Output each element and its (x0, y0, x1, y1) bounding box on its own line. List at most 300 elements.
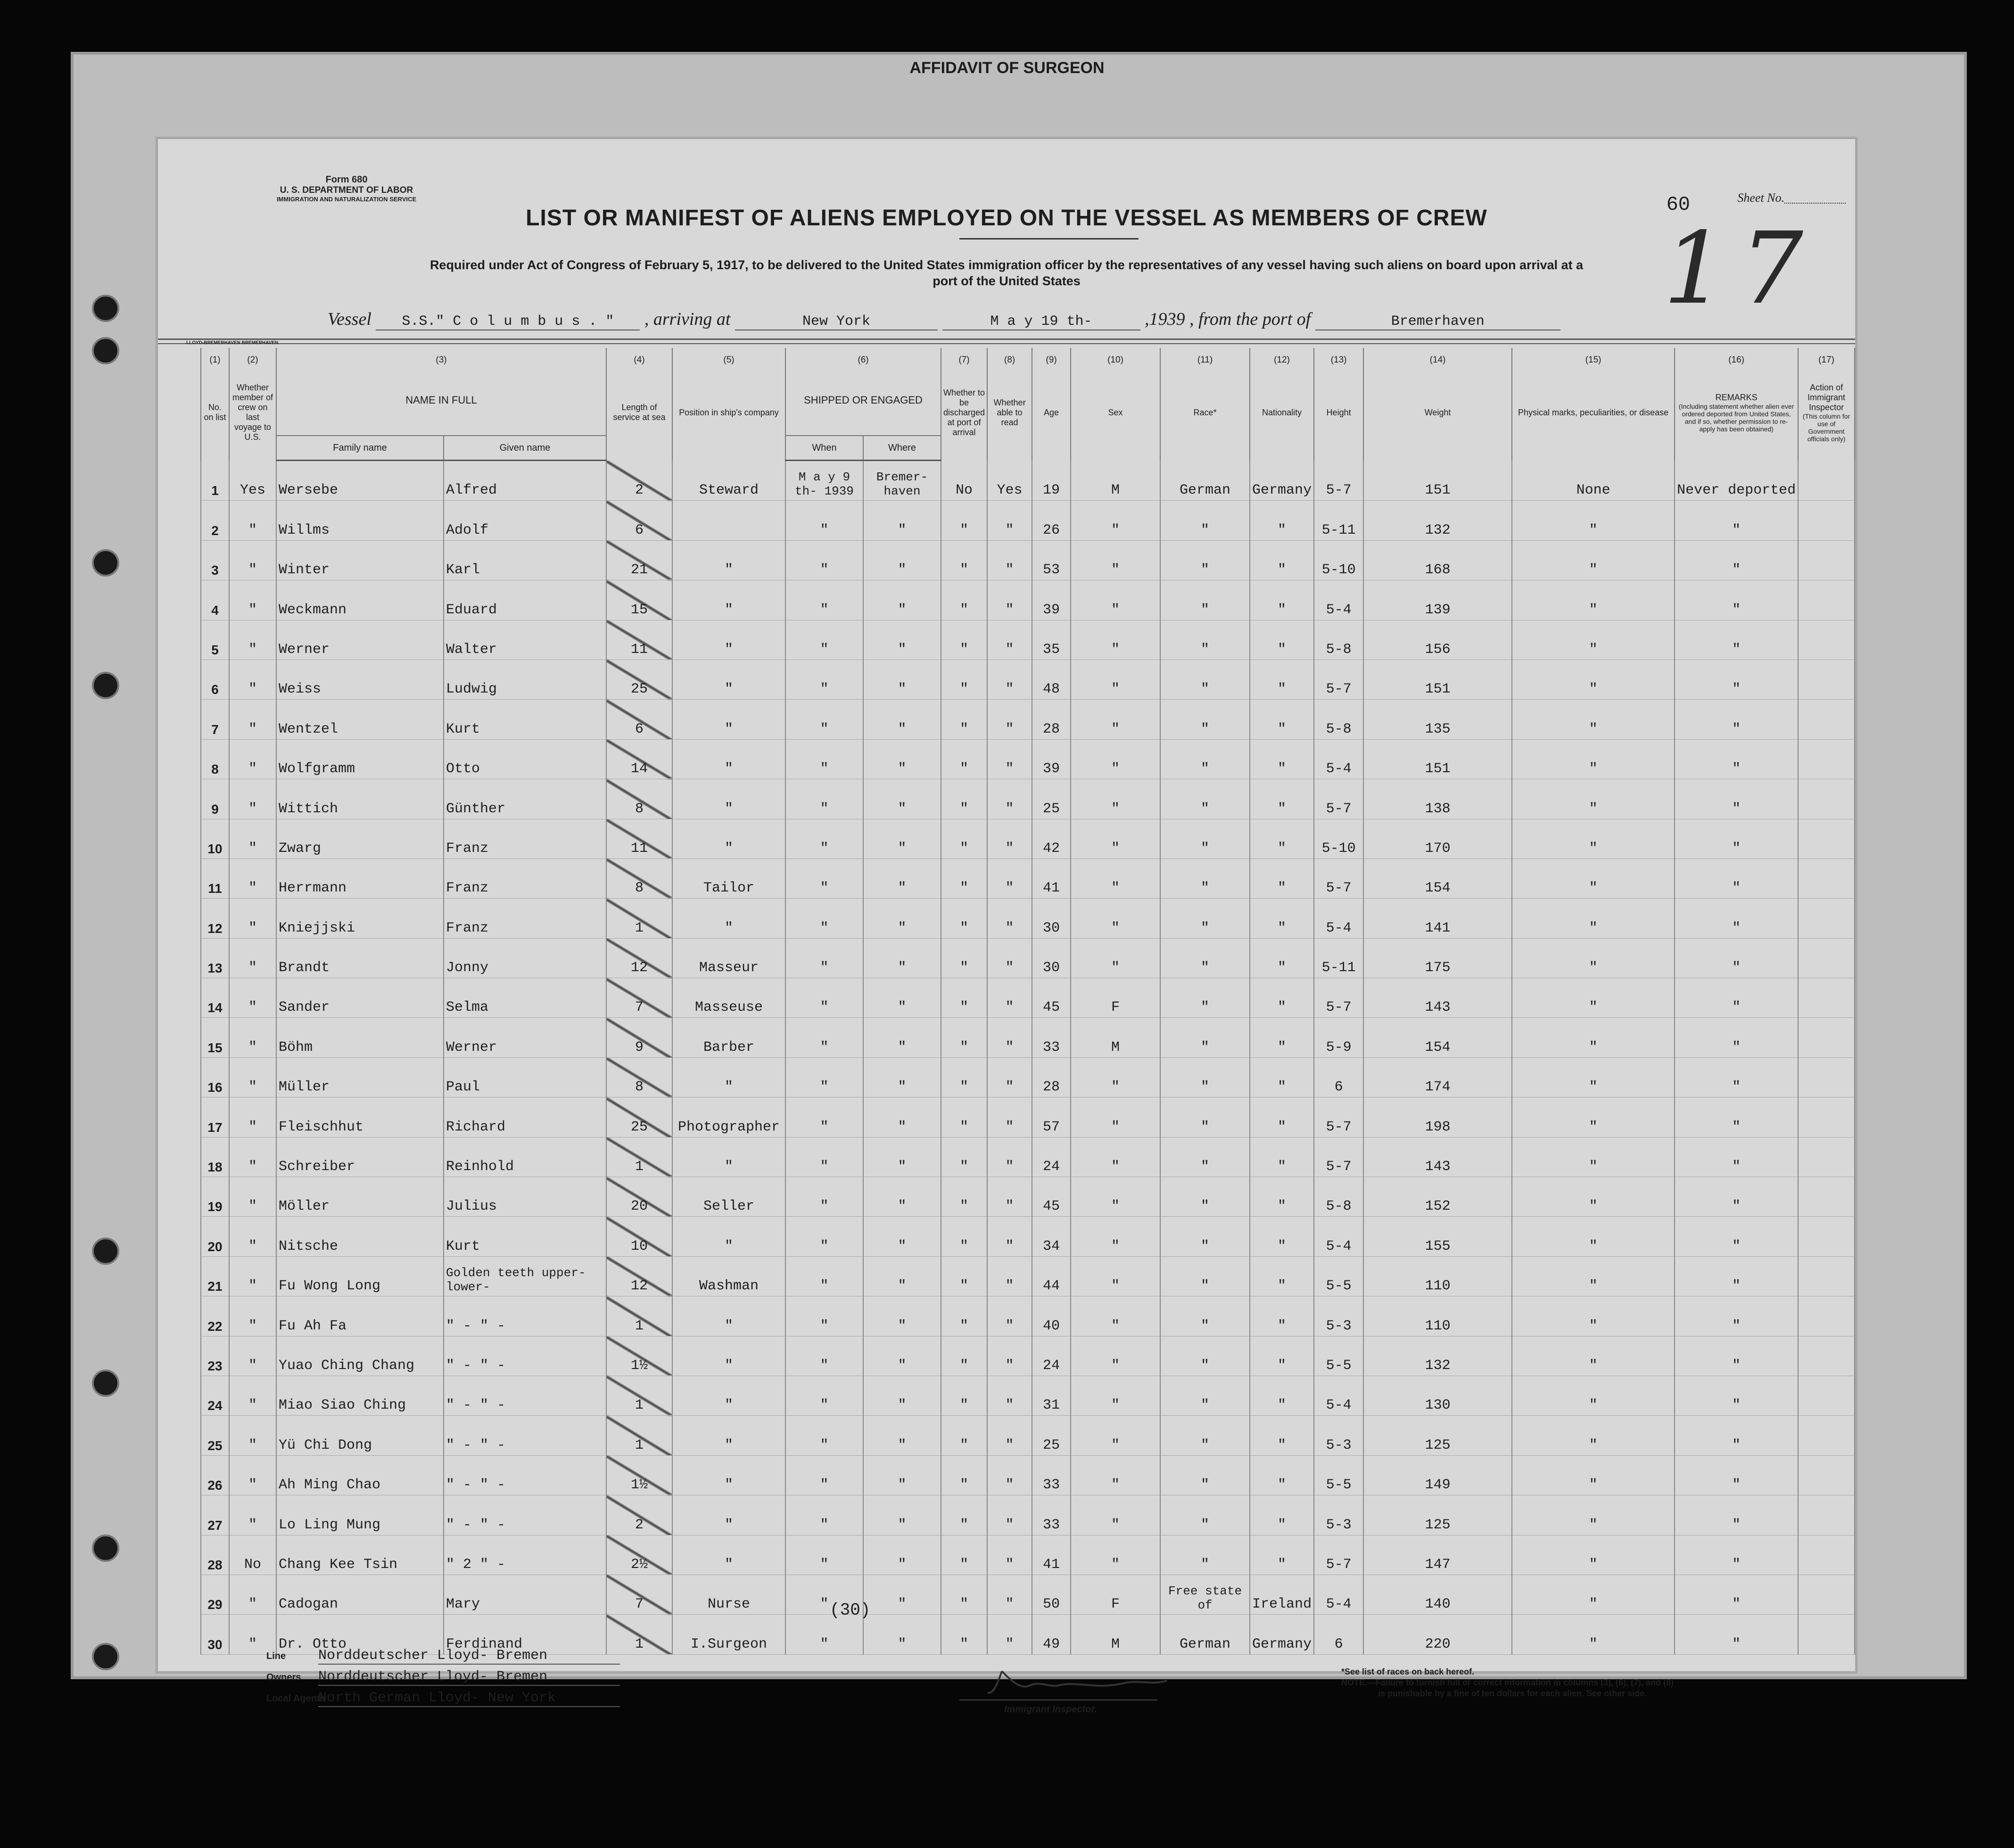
header-weight: Weight (1363, 365, 1512, 461)
table-row (201, 1097, 1855, 1137)
cell-remarks: " (1675, 1018, 1798, 1057)
line-stamp: LLOYD-BREMERHAVEN BREMERHAVEN (186, 340, 279, 346)
cell-remarks: Never deported (1675, 461, 1798, 501)
cell-able-to-read: " (987, 1097, 1032, 1137)
cell-age: 24 (1032, 1137, 1071, 1177)
cell-position: " (672, 1376, 785, 1415)
cell-race: " (1160, 1177, 1250, 1217)
col-num: (4) (606, 348, 672, 365)
cell-remarks: " (1675, 660, 1798, 699)
cell-physical-marks: " (1512, 739, 1675, 779)
cell-given-name: " - " - (444, 1416, 606, 1455)
cell-remarks: " (1675, 819, 1798, 858)
cell-shipped-where: " (863, 620, 941, 660)
cell-remarks: " (1675, 1097, 1798, 1137)
cell-family-name: Müller (276, 1057, 444, 1097)
cell-weight: 154 (1363, 1018, 1512, 1057)
cell-position: " (672, 620, 785, 660)
cell-length-of-service: 8 (606, 779, 672, 819)
cell-given-name: Jonny (444, 938, 606, 978)
cell-sex: " (1071, 580, 1160, 620)
cell-able-to-read: " (987, 819, 1032, 858)
cell-nationality: " (1250, 858, 1314, 898)
cell-able-to-read: " (987, 700, 1032, 739)
cell-nationality: " (1250, 1137, 1314, 1177)
cell-member-last-voyage: " (229, 1615, 276, 1654)
cell-shipped-where: Bremer- haven (863, 461, 941, 501)
cell-weight: 155 (1363, 1217, 1512, 1256)
header-remarks (1675, 365, 1798, 461)
cell-family-name: Sander (276, 978, 444, 1018)
cell-given-name: Ludwig (444, 660, 606, 699)
cell-nationality: " (1250, 1336, 1314, 1376)
header-given-name: Given name (444, 436, 606, 461)
crew-rows (201, 461, 1855, 1655)
cell-height: 5-7 (1314, 1535, 1363, 1575)
cell-race: " (1160, 978, 1250, 1018)
cell-list-number: 17 (201, 1097, 229, 1137)
owners-label: Owners (266, 1672, 301, 1683)
cell-remarks: " (1675, 739, 1798, 779)
cell-weight: 132 (1363, 501, 1512, 540)
cell-shipped-when: " (785, 1376, 863, 1415)
cell-able-to-read: " (987, 1615, 1032, 1654)
cell-list-number: 5 (201, 620, 229, 660)
cell-race: " (1160, 660, 1250, 699)
from-port: Bremerhaven (1315, 314, 1560, 330)
cell-remarks: " (1675, 501, 1798, 540)
cell-remarks: " (1675, 1535, 1798, 1575)
cell-list-number: 30 (201, 1615, 229, 1654)
cell-physical-marks: " (1512, 1575, 1675, 1614)
title-rule (959, 238, 1139, 239)
col-num: (9) (1032, 348, 1071, 365)
table-row (201, 1416, 1855, 1455)
cell-length-of-service: 12 (606, 1256, 672, 1296)
cell-weight: 147 (1363, 1535, 1512, 1575)
cell-nationality: " (1250, 1416, 1314, 1455)
cell-physical-marks: " (1512, 1376, 1675, 1415)
cell-family-name: Ah Ming Chao (276, 1455, 444, 1495)
cell-position: Nurse (672, 1575, 785, 1614)
cell-race: " (1160, 700, 1250, 739)
cell-able-to-read: " (987, 858, 1032, 898)
cell-shipped-when: " (785, 1455, 863, 1495)
table-row (201, 660, 1855, 699)
cell-discharged: " (941, 540, 987, 580)
footer-agents-row (266, 1690, 620, 1707)
cell-position: I.Surgeon (672, 1615, 785, 1654)
cell-sex: M (1071, 1615, 1160, 1654)
cell-shipped-where: " (863, 1057, 941, 1097)
cell-shipped-where: " (863, 1416, 941, 1455)
cell-family-name: Brandt (276, 938, 444, 978)
header-sex: Sex (1071, 365, 1160, 461)
col-num: (15) (1512, 348, 1675, 365)
cell-weight: 110 (1363, 1256, 1512, 1296)
cell-list-number: 21 (201, 1256, 229, 1296)
cell-race: German (1160, 1615, 1250, 1654)
cell-action (1798, 1416, 1855, 1455)
table-row (201, 819, 1855, 858)
header-race: Race* (1160, 365, 1250, 461)
cell-family-name: Böhm (276, 1018, 444, 1057)
cell-position: " (672, 1455, 785, 1495)
cell-height: 5-4 (1314, 1575, 1363, 1614)
cell-physical-marks: " (1512, 819, 1675, 858)
cell-member-last-voyage: " (229, 779, 276, 819)
cell-action (1798, 858, 1855, 898)
cell-discharged: " (941, 1615, 987, 1654)
table-row (201, 540, 1855, 580)
cell-physical-marks: " (1512, 1535, 1675, 1575)
cell-given-name: Günther (444, 779, 606, 819)
cell-length-of-service: 8 (606, 858, 672, 898)
cell-list-number: 16 (201, 1057, 229, 1097)
cell-shipped-where: " (863, 899, 941, 938)
table-row (201, 1256, 1855, 1296)
table-row (201, 1177, 1855, 1217)
cell-nationality: " (1250, 899, 1314, 938)
cell-action (1798, 620, 1855, 660)
cell-race: " (1160, 1416, 1250, 1455)
manifest-sheet (156, 137, 1857, 1715)
subtitle-line-1: Required under Act of Congress of February 5, 1917, to be delivered to the United States immigration officer by the representatives of any vessel having such aliens on board upon arrival at a (429, 258, 1584, 272)
note-fine: is punishable by a fine of ten dollars for each alien. See other side. (1378, 1689, 1647, 1698)
subtitle (299, 257, 1714, 289)
cell-member-last-voyage: " (229, 858, 276, 898)
cell-remarks: " (1675, 858, 1798, 898)
cell-able-to-read: " (987, 1416, 1032, 1455)
cell-position: " (672, 739, 785, 779)
cell-family-name: Weiss (276, 660, 444, 699)
header-shipped-engaged: SHIPPED OR ENGAGED (785, 365, 941, 436)
cell-member-last-voyage: " (229, 1217, 276, 1256)
cell-age: 45 (1032, 978, 1071, 1018)
cell-able-to-read: " (987, 1217, 1032, 1256)
cell-shipped-when: " (785, 1097, 863, 1137)
table-row (201, 899, 1855, 938)
cell-remarks: " (1675, 1296, 1798, 1336)
cell-nationality: " (1250, 1535, 1314, 1575)
cell-age: 28 (1032, 1057, 1071, 1097)
header-action (1798, 365, 1855, 461)
cell-able-to-read: Yes (987, 461, 1032, 501)
cell-member-last-voyage: No (229, 1535, 276, 1575)
cell-weight: 168 (1363, 540, 1512, 580)
cell-member-last-voyage: " (229, 1416, 276, 1455)
cell-given-name: Franz (444, 899, 606, 938)
cell-sex: " (1071, 779, 1160, 819)
cell-given-name: " - " - (444, 1455, 606, 1495)
cell-physical-marks: " (1512, 978, 1675, 1018)
cell-race: " (1160, 1296, 1250, 1336)
cell-nationality: " (1250, 1256, 1314, 1296)
cell-able-to-read: " (987, 540, 1032, 580)
cell-able-to-read: " (987, 899, 1032, 938)
cell-race: " (1160, 1057, 1250, 1097)
cell-given-name: Walter (444, 620, 606, 660)
cell-able-to-read: " (987, 779, 1032, 819)
col-num: (16) (1675, 348, 1798, 365)
cell-height: 5-7 (1314, 1097, 1363, 1137)
cell-position: " (672, 660, 785, 699)
cell-physical-marks: " (1512, 580, 1675, 620)
cell-sex: " (1071, 819, 1160, 858)
cell-shipped-where: " (863, 978, 941, 1018)
column-number-row (201, 348, 1855, 365)
cell-height: 5-10 (1314, 819, 1363, 858)
punch-hole (92, 1370, 119, 1397)
col-num: (3) (276, 348, 606, 365)
cell-shipped-when: " (785, 1495, 863, 1535)
form-service: IMMIGRATION AND NATURALIZATION SERVICE (276, 196, 417, 203)
cell-length-of-service: 1 (606, 1376, 672, 1415)
cell-weight: 151 (1363, 660, 1512, 699)
cell-weight: 135 (1363, 700, 1512, 739)
cell-length-of-service: 7 (606, 978, 672, 1018)
cell-family-name: Kniejjski (276, 899, 444, 938)
cell-race: " (1160, 819, 1250, 858)
cell-remarks: " (1675, 938, 1798, 978)
cell-race: " (1160, 1455, 1250, 1495)
cell-discharged: " (941, 779, 987, 819)
cell-height: 5-11 (1314, 938, 1363, 978)
cell-sex: " (1071, 1495, 1160, 1535)
cell-age: 24 (1032, 1336, 1071, 1376)
cell-list-number: 10 (201, 819, 229, 858)
cell-action (1798, 1256, 1855, 1296)
cell-shipped-where: " (863, 1535, 941, 1575)
cell-position: " (672, 1495, 785, 1535)
cell-age: 39 (1032, 580, 1071, 620)
cell-list-number: 26 (201, 1455, 229, 1495)
cell-sex: " (1071, 1177, 1160, 1217)
cell-nationality: " (1250, 1296, 1314, 1336)
table-row (201, 501, 1855, 540)
cell-able-to-read: " (987, 1177, 1032, 1217)
cell-length-of-service: 7 (606, 1575, 672, 1614)
cell-remarks: " (1675, 1416, 1798, 1455)
cell-age: 19 (1032, 461, 1071, 501)
cell-action (1798, 899, 1855, 938)
cell-member-last-voyage: " (229, 660, 276, 699)
cell-shipped-where: " (863, 540, 941, 580)
cell-family-name: Wolfgramm (276, 739, 444, 779)
cell-shipped-when: " (785, 1217, 863, 1256)
cell-race: " (1160, 1018, 1250, 1057)
cell-physical-marks: " (1512, 620, 1675, 660)
cell-position: Barber (672, 1018, 785, 1057)
cell-weight: 220 (1363, 1615, 1512, 1654)
cell-remarks: " (1675, 540, 1798, 580)
cell-race: Free state of (1160, 1575, 1250, 1614)
cell-discharged: " (941, 1575, 987, 1614)
cell-length-of-service: 1½ (606, 1336, 672, 1376)
cell-shipped-when: " (785, 1336, 863, 1376)
cell-nationality: " (1250, 938, 1314, 978)
cell-shipped-when: " (785, 938, 863, 978)
cell-shipped-where: " (863, 739, 941, 779)
cell-shipped-when: " (785, 1416, 863, 1455)
cell-weight: 143 (1363, 1137, 1512, 1177)
cell-discharged: " (941, 899, 987, 938)
cell-age: 33 (1032, 1018, 1071, 1057)
cell-remarks: " (1675, 899, 1798, 938)
cell-physical-marks: " (1512, 1097, 1675, 1137)
cell-weight: 151 (1363, 739, 1512, 779)
cell-list-number: 11 (201, 858, 229, 898)
cell-discharged: " (941, 1336, 987, 1376)
cell-member-last-voyage: " (229, 700, 276, 739)
cell-age: 35 (1032, 620, 1071, 660)
cell-given-name: Karl (444, 540, 606, 580)
cell-member-last-voyage: " (229, 1137, 276, 1177)
cell-height: 5-4 (1314, 1376, 1363, 1415)
cell-weight: 152 (1363, 1177, 1512, 1217)
cell-race: " (1160, 540, 1250, 580)
cell-member-last-voyage: " (229, 1057, 276, 1097)
cell-height: 5-7 (1314, 978, 1363, 1018)
cell-position: Steward (672, 461, 785, 501)
cell-family-name: Miao Siao Ching (276, 1376, 444, 1415)
header-physical-marks: Physical marks, peculiarities, or disease (1512, 365, 1675, 461)
cell-action (1798, 580, 1855, 620)
cell-list-number: 28 (201, 1535, 229, 1575)
cell-given-name: Julius (444, 1177, 606, 1217)
cell-discharged: " (941, 1097, 987, 1137)
cell-action (1798, 1495, 1855, 1535)
col-num: (14) (1363, 348, 1512, 365)
cell-weight: 156 (1363, 620, 1512, 660)
cell-age: 41 (1032, 858, 1071, 898)
cell-nationality: " (1250, 700, 1314, 739)
cell-family-name: Schreiber (276, 1137, 444, 1177)
cell-position: " (672, 700, 785, 739)
cell-shipped-where: " (863, 660, 941, 699)
cell-action (1798, 540, 1855, 580)
cell-position: " (672, 779, 785, 819)
sheet-number: 60 (1666, 193, 1690, 216)
cell-shipped-where: " (863, 700, 941, 739)
cell-family-name: Möller (276, 1177, 444, 1217)
cell-action (1798, 739, 1855, 779)
cell-discharged: " (941, 1495, 987, 1535)
cell-shipped-when: " (785, 1137, 863, 1177)
cell-position: " (672, 1416, 785, 1455)
cell-shipped-where: " (863, 1097, 941, 1137)
cell-given-name: Franz (444, 858, 606, 898)
cell-list-number: 2 (201, 501, 229, 540)
cell-able-to-read: " (987, 1535, 1032, 1575)
cell-weight: 132 (1363, 1336, 1512, 1376)
cell-nationality: " (1250, 580, 1314, 620)
cell-weight: 143 (1363, 978, 1512, 1018)
cell-shipped-when: " (785, 1177, 863, 1217)
cell-height: 5-5 (1314, 1256, 1363, 1296)
cell-action (1798, 978, 1855, 1018)
cell-list-number: 15 (201, 1018, 229, 1057)
cell-race: German (1160, 461, 1250, 501)
cell-age: 28 (1032, 700, 1071, 739)
cell-action (1798, 1455, 1855, 1495)
cell-height: 5-5 (1314, 1455, 1363, 1495)
cell-discharged: " (941, 1177, 987, 1217)
page-title: LIST OR MANIFEST OF ALIENS EMPLOYED ON THE VESSEL AS MEMBERS OF CREW (526, 206, 1487, 231)
cell-race: " (1160, 1535, 1250, 1575)
cell-shipped-when: " (785, 1615, 863, 1654)
cell-length-of-service: 10 (606, 1217, 672, 1256)
cell-discharged: " (941, 1376, 987, 1415)
cell-race: " (1160, 779, 1250, 819)
header-position: Position in ship's company (672, 365, 785, 461)
cell-height: 5-7 (1314, 1137, 1363, 1177)
table-row (201, 1057, 1855, 1097)
table-row (201, 1535, 1855, 1575)
table-row (201, 1495, 1855, 1535)
cell-length-of-service: 11 (606, 620, 672, 660)
cell-list-number: 25 (201, 1416, 229, 1455)
form-number: Form 680 (325, 174, 368, 185)
cell-length-of-service: 14 (606, 739, 672, 779)
cell-physical-marks: " (1512, 1256, 1675, 1296)
cell-physical-marks: " (1512, 1137, 1675, 1177)
cell-height: 5-4 (1314, 580, 1363, 620)
cell-shipped-where: " (863, 1137, 941, 1177)
cell-shipped-when: " (785, 580, 863, 620)
header-nationality: Nationality (1250, 365, 1314, 461)
cell-nationality: " (1250, 739, 1314, 779)
cell-shipped-where: " (863, 580, 941, 620)
cell-nationality: " (1250, 1097, 1314, 1137)
cell-age: 34 (1032, 1217, 1071, 1256)
sheet-no-line (1784, 203, 1846, 204)
cell-action (1798, 1535, 1855, 1575)
cell-position: " (672, 1217, 785, 1256)
cell-race: " (1160, 580, 1250, 620)
cell-height: 5-3 (1314, 1416, 1363, 1455)
cell-weight: 139 (1363, 580, 1512, 620)
cell-position: " (672, 580, 785, 620)
cell-physical-marks: " (1512, 1217, 1675, 1256)
cell-shipped-when: " (785, 1296, 863, 1336)
cell-shipped-where: " (863, 1455, 941, 1495)
cell-discharged: " (941, 1137, 987, 1177)
cell-remarks: " (1675, 1217, 1798, 1256)
cell-height: 5-7 (1314, 858, 1363, 898)
cell-weight: 138 (1363, 779, 1512, 819)
cell-physical-marks: " (1512, 1018, 1675, 1057)
cell-family-name: Zwarg (276, 819, 444, 858)
cell-race: " (1160, 620, 1250, 660)
cell-physical-marks: " (1512, 938, 1675, 978)
cell-member-last-voyage: " (229, 501, 276, 540)
cell-family-name: Winter (276, 540, 444, 580)
cell-shipped-when: " (785, 779, 863, 819)
cell-nationality: " (1250, 779, 1314, 819)
cell-member-last-voyage: " (229, 1296, 276, 1336)
cell-given-name: " - " - (444, 1296, 606, 1336)
cell-shipped-where: " (863, 1376, 941, 1415)
cell-discharged: " (941, 1535, 987, 1575)
cell-age: 31 (1032, 1376, 1071, 1415)
cell-shipped-when: " (785, 540, 863, 580)
cell-list-number: 19 (201, 1177, 229, 1217)
punch-hole (92, 672, 119, 699)
sheet-no-label: Sheet No. (1737, 191, 1784, 205)
cell-member-last-voyage: " (229, 1177, 276, 1217)
cell-length-of-service: 6 (606, 501, 672, 540)
